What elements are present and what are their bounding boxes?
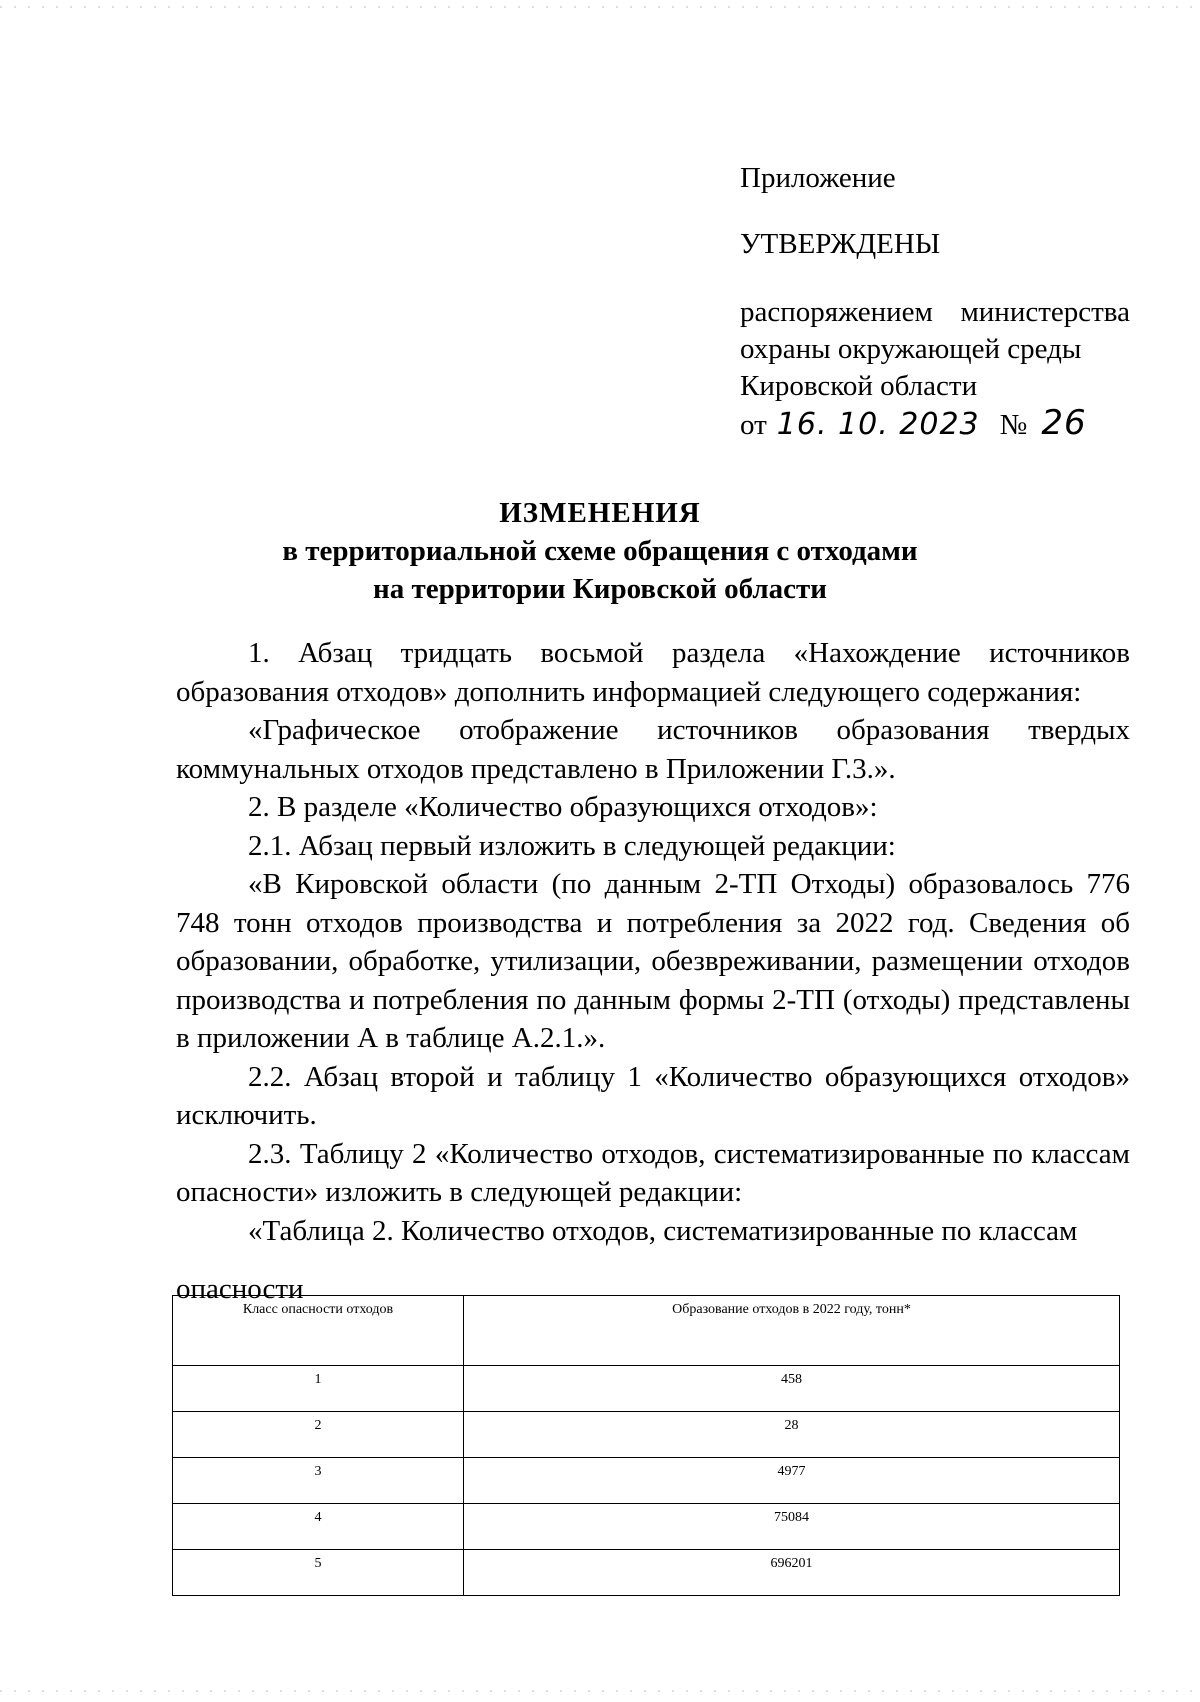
table-row bbox=[173, 1458, 1120, 1504]
approval-order-line bbox=[740, 294, 1130, 331]
paragraph-7: 2.3. Таблицу 2 «Количество отходов, систематизированные по классам опасности» изложить в следующей редакции: bbox=[176, 1137, 1130, 1208]
table-cell-class: 1 bbox=[173, 1366, 464, 1412]
table-row bbox=[173, 1550, 1120, 1596]
number-sign: № bbox=[999, 409, 1028, 441]
handwritten-date: 16. 10. 2023 bbox=[776, 407, 980, 442]
handwritten-number: 26 bbox=[1041, 403, 1087, 443]
table-cell-amount: 458 bbox=[464, 1366, 1120, 1412]
table-caption-tail: опасности bbox=[176, 1273, 304, 1305]
table-cell-amount: 75084 bbox=[464, 1504, 1120, 1550]
approval-line2: охраны окружающей среды bbox=[740, 333, 1082, 365]
table-cell-class: 5 bbox=[173, 1550, 464, 1596]
table-header-class: Класс опасности отходов bbox=[173, 1296, 464, 1366]
approval-order-word1: распоряжением bbox=[740, 296, 933, 328]
paragraph-1: 1. Абзац тридцать восьмой раздела «Нахождение источников образования отходов» дополнить информацией следующего содержания: bbox=[176, 637, 1130, 708]
approval-date-number bbox=[740, 405, 1130, 444]
approval-line3: Кировской области bbox=[740, 370, 978, 402]
table-row bbox=[173, 1412, 1120, 1458]
appendix-label: Приложение bbox=[740, 162, 896, 194]
paragraph-6: 2.2. Абзац второй и таблицу 1 «Количество образующихся отходов» исключить. bbox=[176, 1060, 1130, 1131]
table-cell-class: 4 bbox=[173, 1504, 464, 1550]
scan-edge-bottom bbox=[0, 1690, 1200, 1692]
hazard-class-table bbox=[172, 1295, 1120, 1596]
paragraph-2: «Графическое отображение источников образования твердых коммунальных отходов представлено в Приложении Г.3.». bbox=[176, 714, 1130, 785]
paragraph-3: 2. В разделе «Количество образующихся отходов»: bbox=[248, 791, 878, 823]
title-sub2: на территории Кировской области bbox=[373, 573, 827, 605]
paragraph-8-table-caption: «Таблица 2. Количество отходов, систематизированные по классам bbox=[248, 1214, 1078, 1247]
paragraph-5: «В Кировской области (по данным 2-ТП Отходы) образовалось 776 748 тонн отходов производства и потребления за 2022 год. Сведения об образовании, обработке, утилизации, обезвреживании, размещении отходов производства и потребления по данным формы 2-ТП (отходы) представлены в приложении А в таблице А.2.1.». bbox=[176, 868, 1130, 1054]
approval-order-word2: министерства bbox=[960, 296, 1130, 328]
document-body bbox=[176, 634, 1130, 1309]
hazard-class-table-wrap bbox=[172, 1295, 1120, 1596]
approved-label: УТВЕРЖДЕНЫ bbox=[740, 228, 941, 260]
approval-block bbox=[740, 160, 1130, 444]
table-cell-amount: 696201 bbox=[464, 1550, 1120, 1596]
table-row bbox=[173, 1366, 1120, 1412]
table-cell-amount: 4977 bbox=[464, 1458, 1120, 1504]
scan-edge-top bbox=[0, 6, 1200, 8]
table-cell-class: 2 bbox=[173, 1412, 464, 1458]
document-title bbox=[0, 494, 1200, 608]
title-sub1: в территориальной схеме обращения с отходами bbox=[282, 535, 918, 567]
table-row bbox=[173, 1504, 1120, 1550]
title-main: ИЗМЕНЕНИЯ bbox=[499, 497, 701, 529]
table-header-row bbox=[173, 1296, 1120, 1366]
paragraph-4: 2.1. Абзац первый изложить в следующей редакции: bbox=[248, 829, 896, 862]
table-cell-class: 3 bbox=[173, 1458, 464, 1504]
table-cell-amount: 28 bbox=[464, 1412, 1120, 1458]
table-header-amount: Образование отходов в 2022 году, тонн* bbox=[464, 1296, 1120, 1366]
approval-from-prefix: от bbox=[740, 409, 767, 441]
